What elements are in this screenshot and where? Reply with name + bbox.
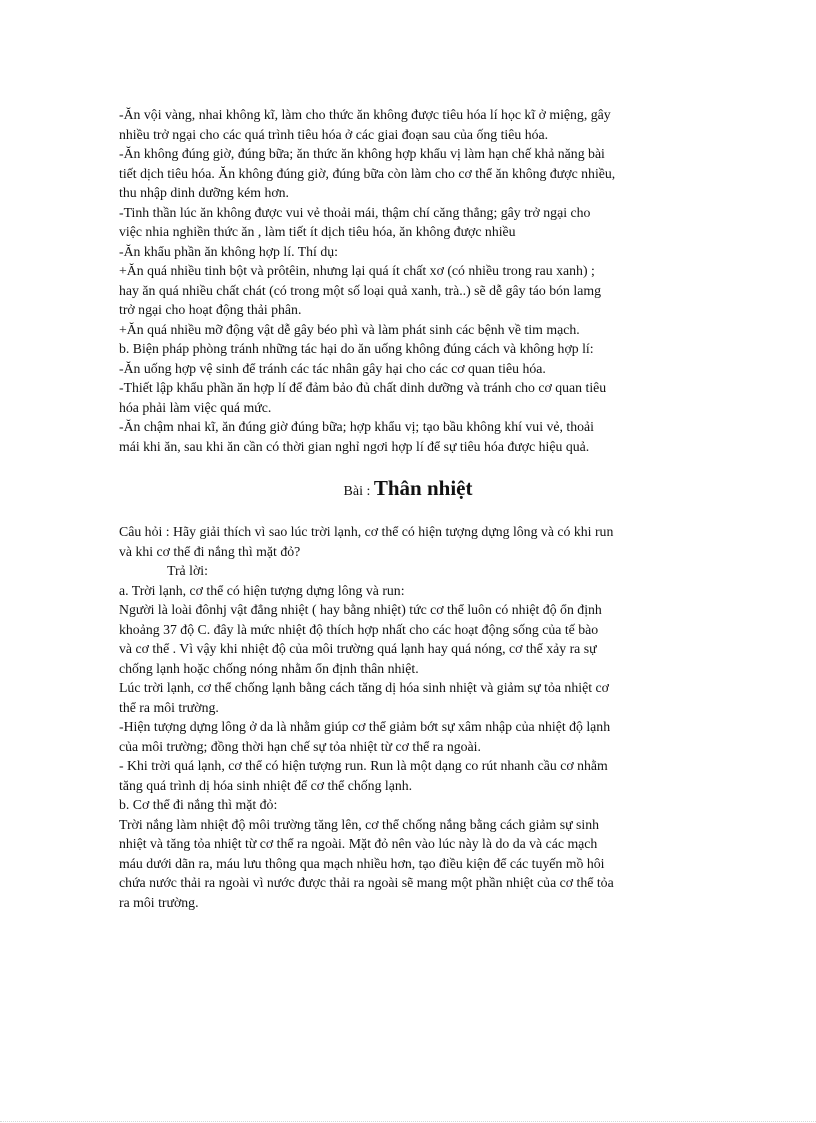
text-line: khoảng 37 độ C. đây là mức nhiệt độ thích hợp nhất cho các hoạt động sống của tế bào [119, 621, 599, 637]
text-line: chống lạnh hoặc chống nóng nhằm ổn định thân nhiệt. [119, 660, 419, 676]
digestion-section [119, 105, 719, 456]
text-line: mái khi ăn, sau khi ăn cần có thời gian nghỉ ngơi hợp lí để sự tiêu hóa được hiệu quả. [119, 438, 590, 454]
text-line: thể ra môi trường. [119, 699, 219, 715]
text-line: Trời nắng làm nhiệt độ môi trường tăng lên, cơ thể chống nắng bằng cách giảm sự sinh [119, 816, 600, 832]
text-line: b. Cơ thể đi nắng thì mặt đỏ: [119, 797, 278, 812]
text-line: tiết dịch tiêu hóa. Ăn không đúng giờ, đúng bữa còn làm cho cơ thể ăn không được nhiều, [119, 165, 616, 181]
text-line: của môi trường; đồng thời hạn chế sự tỏa nhiệt từ cơ thể ra ngoài. [119, 738, 481, 754]
text-line: -Thiết lập khẩu phần ăn hợp lí để đảm bảo đủ chất dinh dưỡng và tránh cho cơ quan tiêu [119, 380, 607, 395]
text-line: +Ăn quá nhiều tinh bột và prôtêin, nhưng lại quá ít chất xơ (có nhiều trong rau xanh) ; [119, 263, 595, 278]
text-line: b. Biện pháp phòng tránh những tác hại do ăn uống không đúng cách và không hợp lí: [119, 341, 594, 356]
text-line: trở ngại cho hoạt động thải phân. [119, 302, 302, 317]
text-line: Lúc trời lạnh, cơ thể chống lạnh bằng cách tăng dị hóa sinh nhiệt và giảm sự tỏa nhiệt cơ [119, 680, 609, 695]
lesson-title-main: Thân nhiệt [373, 476, 473, 500]
text-line: thu nhập dinh dưỡng kém hơn. [119, 185, 289, 200]
text-line: - Khi trời quá lạnh, cơ thể có hiện tượng run. Run là một dạng co rút nhanh cầu cơ nhằm [119, 758, 608, 773]
text-line: -Ăn vội vàng, nhai không kĩ, làm cho thức ăn không được tiêu hóa lí học kĩ ở miệng, gây [119, 107, 611, 122]
text-line: +Ăn quá nhiều mỡ động vật dễ gây béo phì và làm phát sinh các bệnh về tim mạch. [119, 321, 580, 337]
lesson-title-prefix: Bài : [343, 484, 374, 499]
body-temperature-section [119, 522, 719, 912]
text-line: nhiều trở ngại cho các quá trình tiêu hóa ở các giai đoạn sau của ống tiêu hóa. [119, 126, 549, 142]
text-line: hay ăn quá nhiều chất chát (có trong một số loại quả xanh, trà..) sẽ dễ gây táo bón lamg [119, 282, 601, 298]
text-line: -Ăn uống hợp vệ sinh để tránh các tác nhân gây hại cho các cơ quan tiêu hóa. [119, 360, 546, 376]
text-line: và cơ thể . Vì vậy khi nhiệt độ của môi trường quá lạnh hay quá nóng, cơ thể xảy ra sự [119, 641, 597, 656]
text-line: tăng quá trình dị hóa sinh nhiệt để cơ thể chống lạnh. [119, 777, 413, 793]
text-line: -Ăn khẩu phần ăn không hợp lí. Thí dụ: [119, 243, 338, 259]
text-line: -Ăn không đúng giờ, đúng bữa; ăn thức ăn không hợp khẩu vị làm hạn chế khả năng bài [119, 146, 605, 161]
text-line: máu dưới dãn ra, máu lưu thông qua mạch nhiều hơn, tạo điều kiện để các tuyến mồ hôi [119, 855, 605, 871]
text-line: việc nhia nghiền thức ăn , làm tiết ít dịch tiêu hóa, ăn không được nhiều [119, 224, 516, 239]
question-line: và khi cơ thể đi nắng thì mặt đỏ? [119, 543, 301, 559]
text-line: Người là loài đônhj vật đẳng nhiệt ( hay bằng nhiệt) tức cơ thể luôn có nhiệt độ ổn định [119, 602, 602, 617]
text-line: ra môi trường. [119, 894, 199, 910]
text-line: hóa phải làm việc quá mức. [119, 399, 272, 415]
lesson-title [0, 476, 816, 501]
text-line: -Tinh thần lúc ăn không được vui vẻ thoải mái, thậm chí căng thẳng; gây trở ngại cho [119, 204, 591, 220]
text-line: -Hiện tượng dựng lông ở da là nhằm giúp cơ thể giảm bớt sự xâm nhập của nhiệt độ lạnh [119, 719, 611, 734]
text-line: -Ăn chậm nhai kĩ, ăn đúng giờ đúng bữa; hợp khẩu vị; tạo bầu không khí vui vẻ, thoải [119, 419, 594, 434]
question-line: Câu hỏi : Hãy giải thích vì sao lúc trời lạnh, cơ thể có hiện tượng dựng lông và có khi run [119, 524, 614, 539]
text-line: nhiệt và tăng tỏa nhiệt từ cơ thể ra ngoài. Mặt đỏ nên vào lúc này là do da và các mạch [119, 836, 598, 851]
text-line: chứa nước thải ra ngoài vì nước được thải ra ngoài sẽ mang một phần nhiệt của cơ thể tỏa [119, 875, 614, 890]
text-line: a. Trời lạnh, cơ thể có hiện tượng dựng lông và run: [119, 582, 405, 598]
answer-heading: Trả lời: [167, 563, 208, 578]
